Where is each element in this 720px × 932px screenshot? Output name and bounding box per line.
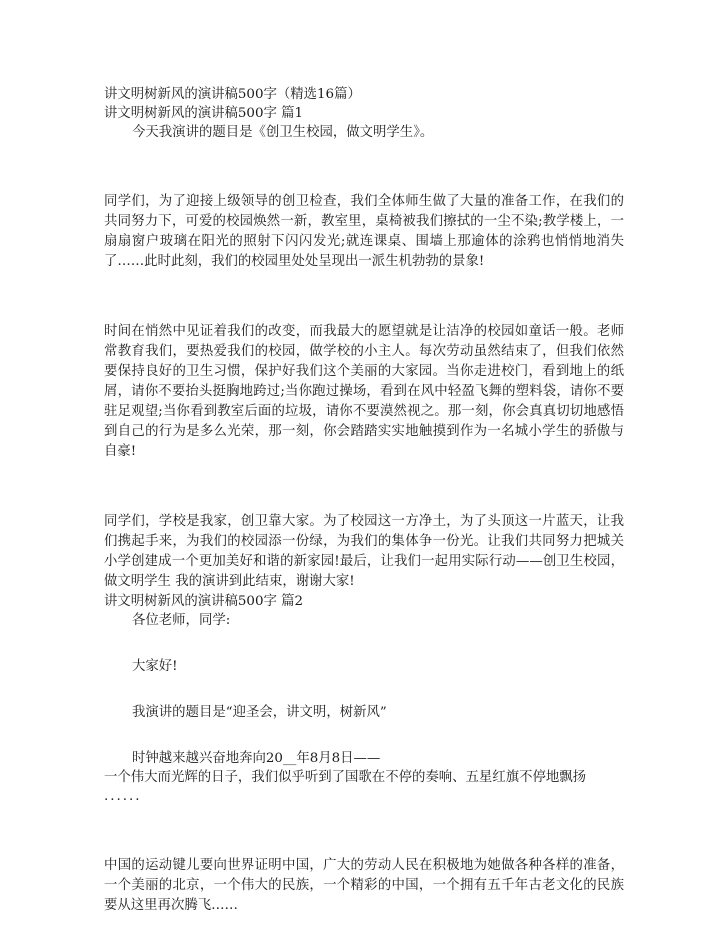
section-heading-2: 讲文明树新风的演讲稿500字 篇2 [104, 594, 304, 609]
spacer [104, 630, 624, 657]
ellipsis-line: ...... [104, 789, 142, 804]
hello-line: 大家好! [132, 659, 178, 674]
topic-line: 我演讲的题目是“迎圣会，讲文明，树新风” [132, 705, 387, 720]
spacer [104, 142, 624, 192]
spacer [104, 722, 624, 749]
paragraph-1: 同学们，为了迎接上级领导的创卫检查，我们全体师生做了大量的准备工作，在我们的共同努力下，可爱的校园焕然一新，教室里，桌椅被我们擦拭的一尘不染;教学楼上，一扇扇窗户玻璃在阳光的照射下闪闪发光;就连课桌、围墙上那逾体的涂鸦也悄悄地消失了……此时此刻，我们的校园里处处呈现出一派生机勃勃的景象! [104, 194, 624, 269]
greeting: 各位老师，同学: [132, 613, 231, 628]
paragraph-4: 中国的运动键儿要向世界证明中国，广大的劳动人民在积极地为她做各种各样的准备，一个美丽的北京，一个伟大的民族，一个精彩的中国，一个拥有五千年古老文化的民族要从这里再次腾飞…… [104, 858, 624, 913]
spacer [104, 806, 624, 856]
document-title: 讲文明树新风的演讲稿500字（精选16篇） [104, 87, 361, 102]
speech-intro: 今天我演讲的题目是《创卫生校园，做文明学生》。 [132, 125, 434, 140]
section-heading-1: 讲文明树新风的演讲稿500字 篇1 [104, 106, 304, 121]
date-line: 时钟越来越兴奋地奔向20__年8月8日—— [132, 751, 381, 766]
spacer [104, 272, 624, 322]
spacer [104, 676, 624, 703]
paragraph-2: 时间在悄然中见证着我们的改变，而我最大的愿望就是让洁净的校园如童话一般。老师常教育我们，要热爱我们的校园，做学校的小主人。每次劳动虽然结束了，但我们依然要保持良好的卫生习惯，保护好我们这个美丽的大家园。当你走进校门，看到地上的纸屑，请你不要抬头挺胸地跨过;当你跑过操场，看到在风中轻盈飞舞的塑料袋，请你不要驻足观望;当你看到教室后面的垃圾，请你不要漠然视之。那一刻，你会真真切切地感悟到自己的行为是多么光荣，那一刻，你会踏踏实实地触摸到作为一名城小学生的骄傲与自豪! [104, 324, 624, 459]
document-body [104, 85, 624, 916]
paragraph-3: 同学们，学校是我家，创卫靠大家。为了校园这一方净土，为了头顶这一片蓝天，让我们携起手来，为我们的校园添一份绿，为我们的集体争一份光。让我们共同努力把城关小学创建成一个更加美好和谐的新家园!最后，让我们一起用实际行动——创卫生校园，做文明学生 我的演讲到此结束，谢谢大家! [104, 514, 624, 589]
spacer [104, 462, 624, 512]
date-continuation: 一个伟大而光辉的日子，我们似乎听到了国歌在不停的奏响、五星红旗不停地飘扬 [104, 770, 587, 785]
